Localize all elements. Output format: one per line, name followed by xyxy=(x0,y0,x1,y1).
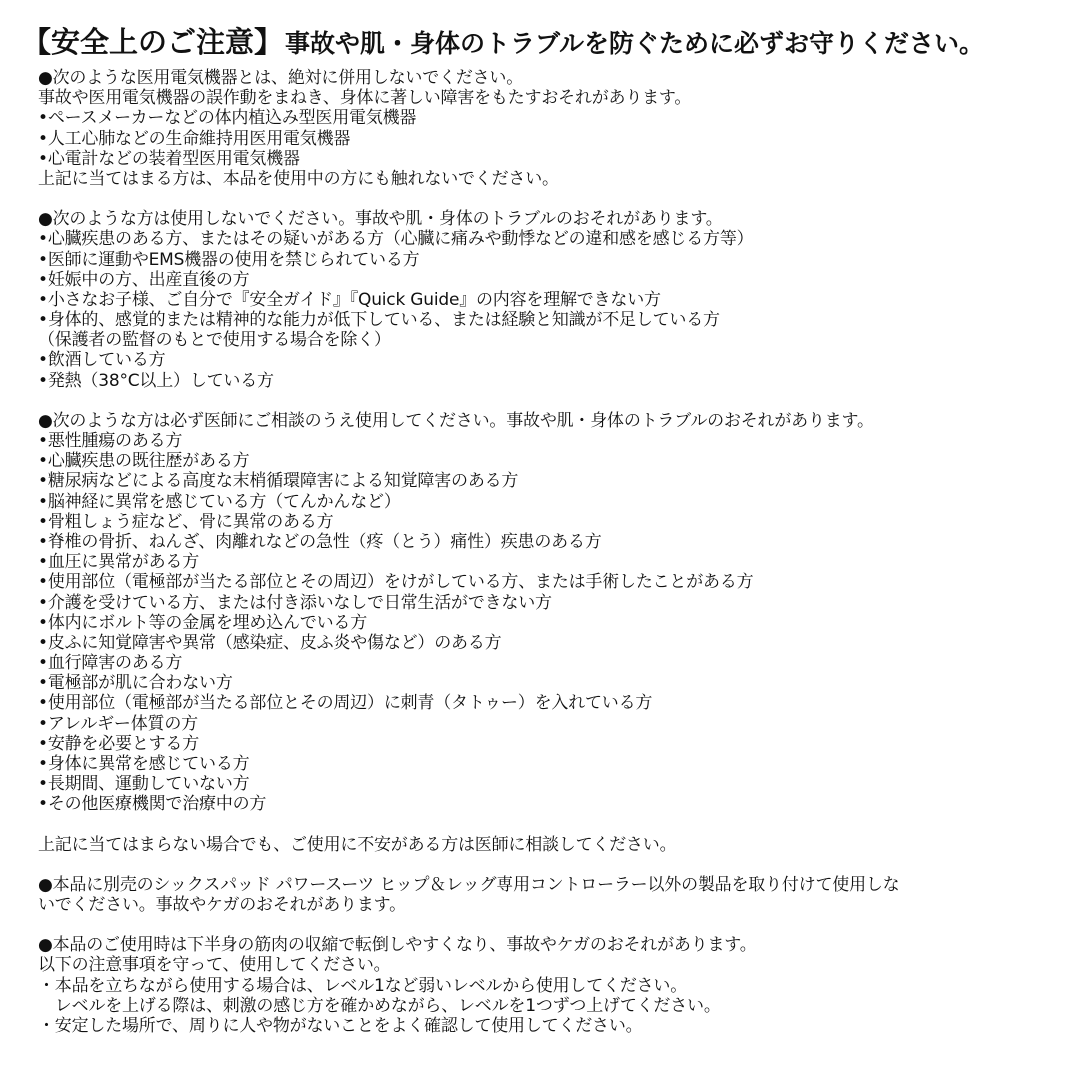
list-item: •アレルギー体質の方 xyxy=(38,713,198,734)
list-item: レベルを上げる際は、刺激の感じ方を確かめながら、レベルを1つずつ上げてください。 xyxy=(38,995,721,1016)
list-item: •発熱（38°C以上）している方 xyxy=(38,370,274,391)
list-item: •ペースメーカーなどの体内植込み型医用電気機器 xyxy=(38,108,417,129)
text-line: 上記に当てはまらない場合でも、ご使用に不安がある方は医師に相談してください。 xyxy=(38,834,677,855)
list-item: •使用部位（電極部が当たる部位とその周辺）をけがしている方、または手術したことがある方 xyxy=(38,572,754,593)
title-row xyxy=(22,20,1062,60)
list-item: •医師に運動やEMS機器の使用を禁じられている方 xyxy=(38,249,420,270)
list-item: •安静を必要とする方 xyxy=(38,733,200,754)
section-consult-note xyxy=(38,835,1068,855)
list-item: •妊娠中の方、出産直後の方 xyxy=(38,269,250,290)
list-item: •長期間、運動していない方 xyxy=(38,774,250,795)
text-line: いでください。事故やケガのおそれがあります。 xyxy=(38,894,406,915)
list-item: •血行障害のある方 xyxy=(38,653,183,674)
list-item: •心臓疾患のある方、またはその疑いがある方（心臓に痛みや動悸などの違和感を感じる方等） xyxy=(38,229,754,250)
list-item: •体内にボルト等の金属を埋め込んでいる方 xyxy=(38,612,368,633)
list-item: •その他医療機関で治療中の方 xyxy=(38,794,267,815)
text-line: ●次のような方は使用しないでください。事故や肌・身体のトラブルのおそれがあります。 xyxy=(38,209,723,230)
list-item: •小さなお子様、ご自分で『安全ガイド』『Quick Guide』の内容を理解できない方 xyxy=(38,289,661,310)
text-line: ●本品に別売のシックスパッド パワースーツ ヒップ＆レッグ専用コントローラー以外の製品を取り付けて使用しな xyxy=(38,874,900,895)
list-item: •飲酒している方 xyxy=(38,350,166,371)
list-item: •血圧に異常がある方 xyxy=(38,552,200,573)
list-item: •身体的、感覚的または精神的な能力が低下している、または経験と知識が不足している方 xyxy=(38,310,720,331)
page-title: 【安全上のご注意】 xyxy=(22,25,284,59)
section-fall-risk xyxy=(38,935,1068,1036)
list-item: •介護を受けている方、または付き添いなしで日常生活ができない方 xyxy=(38,592,552,613)
list-item: •悪性腫瘍のある方 xyxy=(38,431,183,451)
section-medical-devices xyxy=(38,68,1068,189)
section-consult-doctor xyxy=(38,411,1068,815)
list-item: ・本品を立ちながら使用する場合は、レベル1など弱いレベルから使用してください。 xyxy=(38,975,688,996)
list-item: •人工心肺などの生命維持用医用電気機器 xyxy=(38,128,351,149)
text-line: （保護者の監督のもとで使用する場合を除く） xyxy=(38,330,391,351)
list-item: •使用部位（電極部が当たる部位とその周辺）に刺青（タトゥー）を入れている方 xyxy=(38,693,653,714)
notice-content xyxy=(38,68,1068,1056)
text-line: 上記に当てはまる方は、本品を使用中の方にも触れないでください。 xyxy=(38,168,559,189)
list-item: ・安定した場所で、周りに人や物がないことをよく確認して使用してください。 xyxy=(38,1015,643,1036)
list-item: •電極部が肌に合わない方 xyxy=(38,673,233,694)
text-line: 事故や医用電気機器の誤作動をまねき、身体に著しい障害をもたすおそれがあります。 xyxy=(38,88,692,109)
text-line: ●本品のご使用時は下半身の筋肉の収縮で転倒しやすくなり、事故やケガのおそれがあります。 xyxy=(38,935,757,956)
list-item: •心臓疾患の既往歴がある方 xyxy=(38,451,250,472)
section-do-not-use xyxy=(38,209,1068,391)
text-line: ●次のような方は必ず医師にご相談のうえ使用してください。事故や肌・身体のトラブルのおそれがあります。 xyxy=(38,410,874,431)
section-compatible-controller xyxy=(38,875,1068,915)
page-subtitle: 事故や肌・身体のトラブルを防ぐために必ずお守りください。 xyxy=(285,29,985,58)
text-line: ●次のような医用電気機器とは、絶対に併用しないでください。 xyxy=(38,68,524,88)
list-item: •心電計などの装着型医用電気機器 xyxy=(38,148,300,169)
list-item: •皮ふに知覚障害や異常（感染症、皮ふ炎や傷など）のある方 xyxy=(38,632,502,653)
list-item: •身体に異常を感じている方 xyxy=(38,754,250,774)
list-item: •脊椎の骨折、ねんざ、肉離れなどの急性（疼（とう）痛性）疾患のある方 xyxy=(38,531,602,552)
text-line: 以下の注意事項を守って、使用してください。 xyxy=(38,955,391,976)
list-item: •糖尿病などによる高度な末梢循環障害による知覚障害のある方 xyxy=(38,471,519,492)
list-item: •脳神経に異常を感じている方（てんかんなど） xyxy=(38,491,401,512)
list-item: •骨粗しょう症など、骨に異常のある方 xyxy=(38,511,334,532)
